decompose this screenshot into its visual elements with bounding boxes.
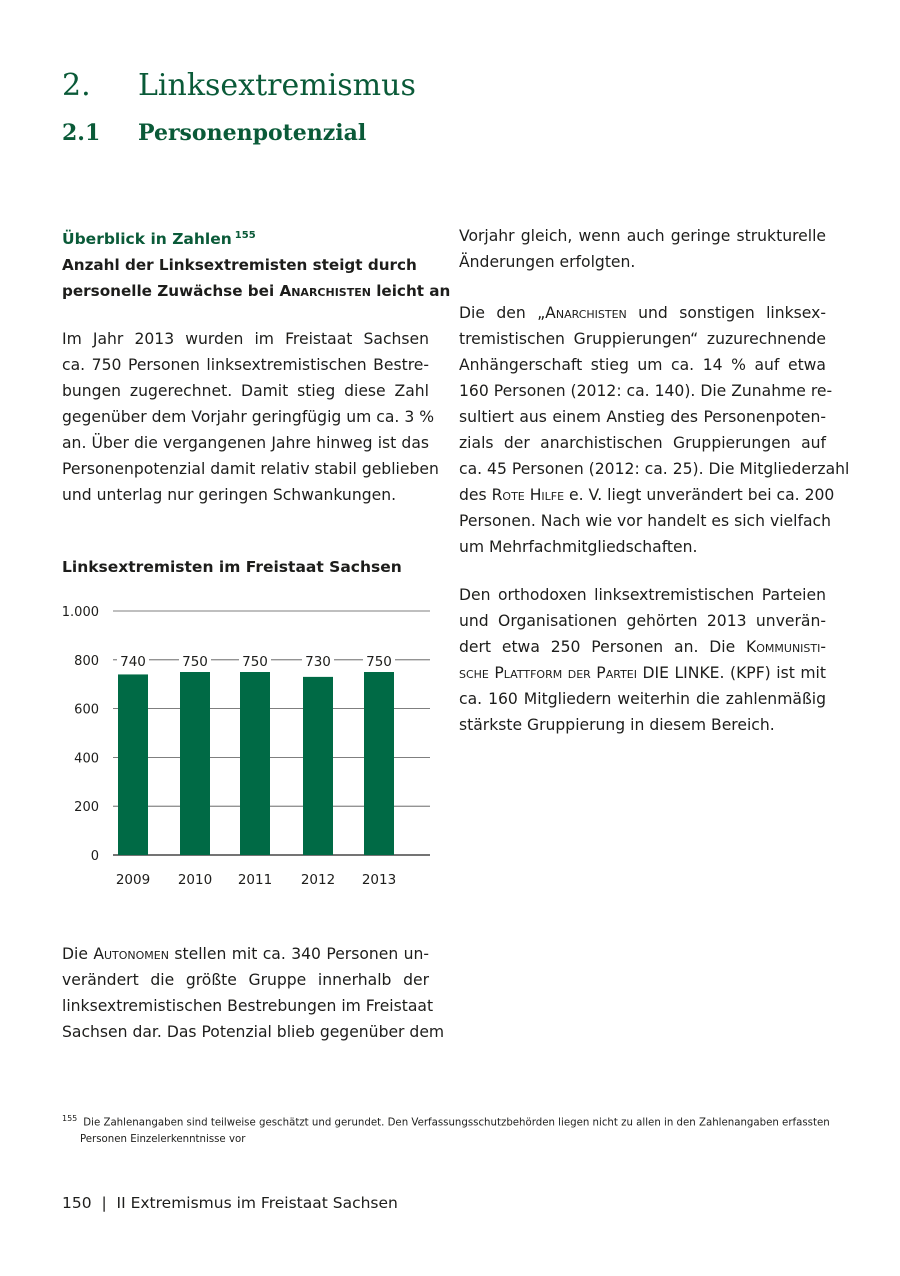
footnote-text: Die Zahlenangaben sind teilweise geschätzt und gerundet. Den Verfassungsschutzbehörden liegen nicht zu allen in den Zahlenangaben erfassten xyxy=(83,1117,830,1129)
y-tick-label: 0 xyxy=(90,849,99,864)
overview-title-text: Überblick in Zahlen xyxy=(62,230,232,249)
bar xyxy=(364,672,394,855)
paragraph-line: 160 Personen (2012: ca. 140). Die Zunahme re- xyxy=(459,382,833,400)
paragraph-line: Vorjahr gleich, wenn auch geringe strukturelle xyxy=(459,227,826,245)
bar xyxy=(118,674,148,855)
chapter-title: Linksextremismus xyxy=(138,68,416,103)
chart-labels xyxy=(62,605,396,888)
overview-title xyxy=(62,223,429,252)
paragraph-line: und unterlag nur geringen Schwankungen. xyxy=(62,486,397,504)
paragraph-line: ca. 45 Personen (2012: ca. 25). Die Mitgliederzahl xyxy=(459,460,850,478)
right-paragraph-3 xyxy=(459,582,826,738)
paragraph-line: linksextremistischen Bestrebungen im Freistaat xyxy=(62,997,434,1015)
value-label: 750 xyxy=(242,653,268,670)
overview-block xyxy=(62,223,451,304)
paragraph-line: ca. 750 Personen linksextremistischen Bestre- xyxy=(62,356,429,374)
paragraph-line: Im Jahr 2013 wurden im Freistaat Sachsen xyxy=(62,330,429,348)
footnote-line1 xyxy=(62,1110,828,1131)
paragraph-line: zials der anarchistischen Gruppierungen auf xyxy=(459,434,826,452)
text-run: dert etwa 250 Personen an. Die xyxy=(459,638,747,656)
paragraph-line: um Mehrfachmitgliedschaften. xyxy=(459,538,698,556)
bar xyxy=(180,672,210,855)
paragraph-line: stärkste Gruppierung in diesem Bereich. xyxy=(459,716,775,734)
footnote-number: 155 xyxy=(62,1114,78,1123)
paragraph-line: Den orthodoxen linksextremistischen Parteien xyxy=(459,586,826,604)
text-run: stellen mit ca. 340 Personen un- xyxy=(168,945,430,963)
paragraph-line xyxy=(459,300,826,326)
value-label: 750 xyxy=(366,653,392,670)
bar xyxy=(240,672,270,855)
page-footer: 150 | II Extremismus im Freistaat Sachsen xyxy=(62,1194,398,1212)
smallcaps-run: Autonomen xyxy=(93,945,169,963)
paragraph-line: an. Über die vergangenen Jahre hinweg ist das xyxy=(62,434,429,452)
smallcaps-run: Anarchisten xyxy=(545,304,627,322)
smallcaps-run: Kommunisti- xyxy=(746,638,826,656)
paragraph-line xyxy=(459,660,826,686)
x-tick-label: 2010 xyxy=(177,872,213,888)
right-paragraph-2 xyxy=(459,300,850,560)
y-tick-label: 800 xyxy=(74,653,99,669)
section-number: 2.1 xyxy=(62,120,101,146)
overview-subtitle-line2 xyxy=(62,278,451,304)
chart-title: Linksextremisten im Freistaat Sachsen xyxy=(62,558,402,576)
x-tick-label: 2011 xyxy=(237,872,273,888)
paragraph-line: bungen zugerechnet. Damit stieg diese Zahl xyxy=(62,382,429,400)
text-run: Die xyxy=(62,945,94,963)
paragraph-line: verändert die größte Gruppe innerhalb der xyxy=(62,971,429,989)
value-label: 740 xyxy=(120,653,146,670)
x-tick-label: 2012 xyxy=(300,872,336,888)
smallcaps-run: sche Plattform der Partei xyxy=(459,664,637,682)
paragraph-line: sultiert aus einem Anstieg des Personenpoten- xyxy=(459,408,826,426)
value-label: 750 xyxy=(182,653,208,670)
paragraph-line: Anhängerschaft stieg um ca. 14 % auf etwa xyxy=(459,356,826,374)
y-tick-label: 200 xyxy=(74,800,99,816)
text-run: Die den „ xyxy=(459,304,546,322)
footnote-line2: Personen Einzelerkenntnisse vor xyxy=(80,1134,246,1146)
section-title: Personenpotenzial xyxy=(138,120,367,146)
chapter-number: 2. xyxy=(62,68,91,103)
y-tick-label: 400 xyxy=(74,751,99,767)
paragraph-line: Personen. Nach wie vor handelt es sich vielfach xyxy=(459,512,831,530)
left-paragraph-2 xyxy=(62,941,445,1045)
chart-bars xyxy=(118,672,394,855)
value-label: 730 xyxy=(305,653,331,670)
paragraph-line: und Organisationen gehörten 2013 unverän- xyxy=(459,612,826,630)
subtitle-text-end: leicht an xyxy=(370,282,451,301)
right-paragraph-1 xyxy=(459,223,826,275)
text-run: e. V. liegt unverändert bei ca. 200 xyxy=(564,486,835,504)
footnote-reference[interactable]: 155 xyxy=(234,230,256,241)
paragraph-line: gegenüber dem Vorjahr geringfügig um ca. 3 % xyxy=(62,408,435,426)
smallcaps-run: Rote Hilfe xyxy=(491,486,565,504)
left-paragraph-1 xyxy=(62,326,439,508)
y-tick-label: 600 xyxy=(74,702,99,718)
paragraph-line: Änderungen erfolgten. xyxy=(459,253,636,271)
text-run: DIE LINKE. (KPF) ist mit xyxy=(637,664,826,682)
text-run: des xyxy=(459,486,492,504)
paragraph-line: Personenpotenzial damit relativ stabil geblieben xyxy=(62,460,439,478)
x-tick-label: 2009 xyxy=(115,872,151,888)
paragraph-line xyxy=(62,941,429,967)
bar xyxy=(303,677,333,855)
bar-chart xyxy=(0,590,450,900)
paragraph-line: Sachsen dar. Das Potenzial blieb gegenüber dem xyxy=(62,1023,445,1041)
text-run: und sonstigen linksex- xyxy=(626,304,826,322)
y-tick-label: 1.000 xyxy=(61,605,99,620)
x-tick-label: 2013 xyxy=(361,872,397,888)
footnote xyxy=(62,1110,828,1148)
subtitle-smallcaps: Anarchisten xyxy=(279,282,371,301)
paragraph-line: tremistischen Gruppierungen“ zuzurechnende xyxy=(459,330,826,348)
paragraph-line xyxy=(459,482,835,508)
subtitle-text: personelle Zuwächse bei xyxy=(62,282,280,301)
overview-subtitle-line1: Anzahl der Linksextremisten steigt durch xyxy=(62,256,417,275)
paragraph-line xyxy=(459,634,826,660)
paragraph-line: ca. 160 Mitgliedern weiterhin die zahlenmäßig xyxy=(459,690,826,708)
